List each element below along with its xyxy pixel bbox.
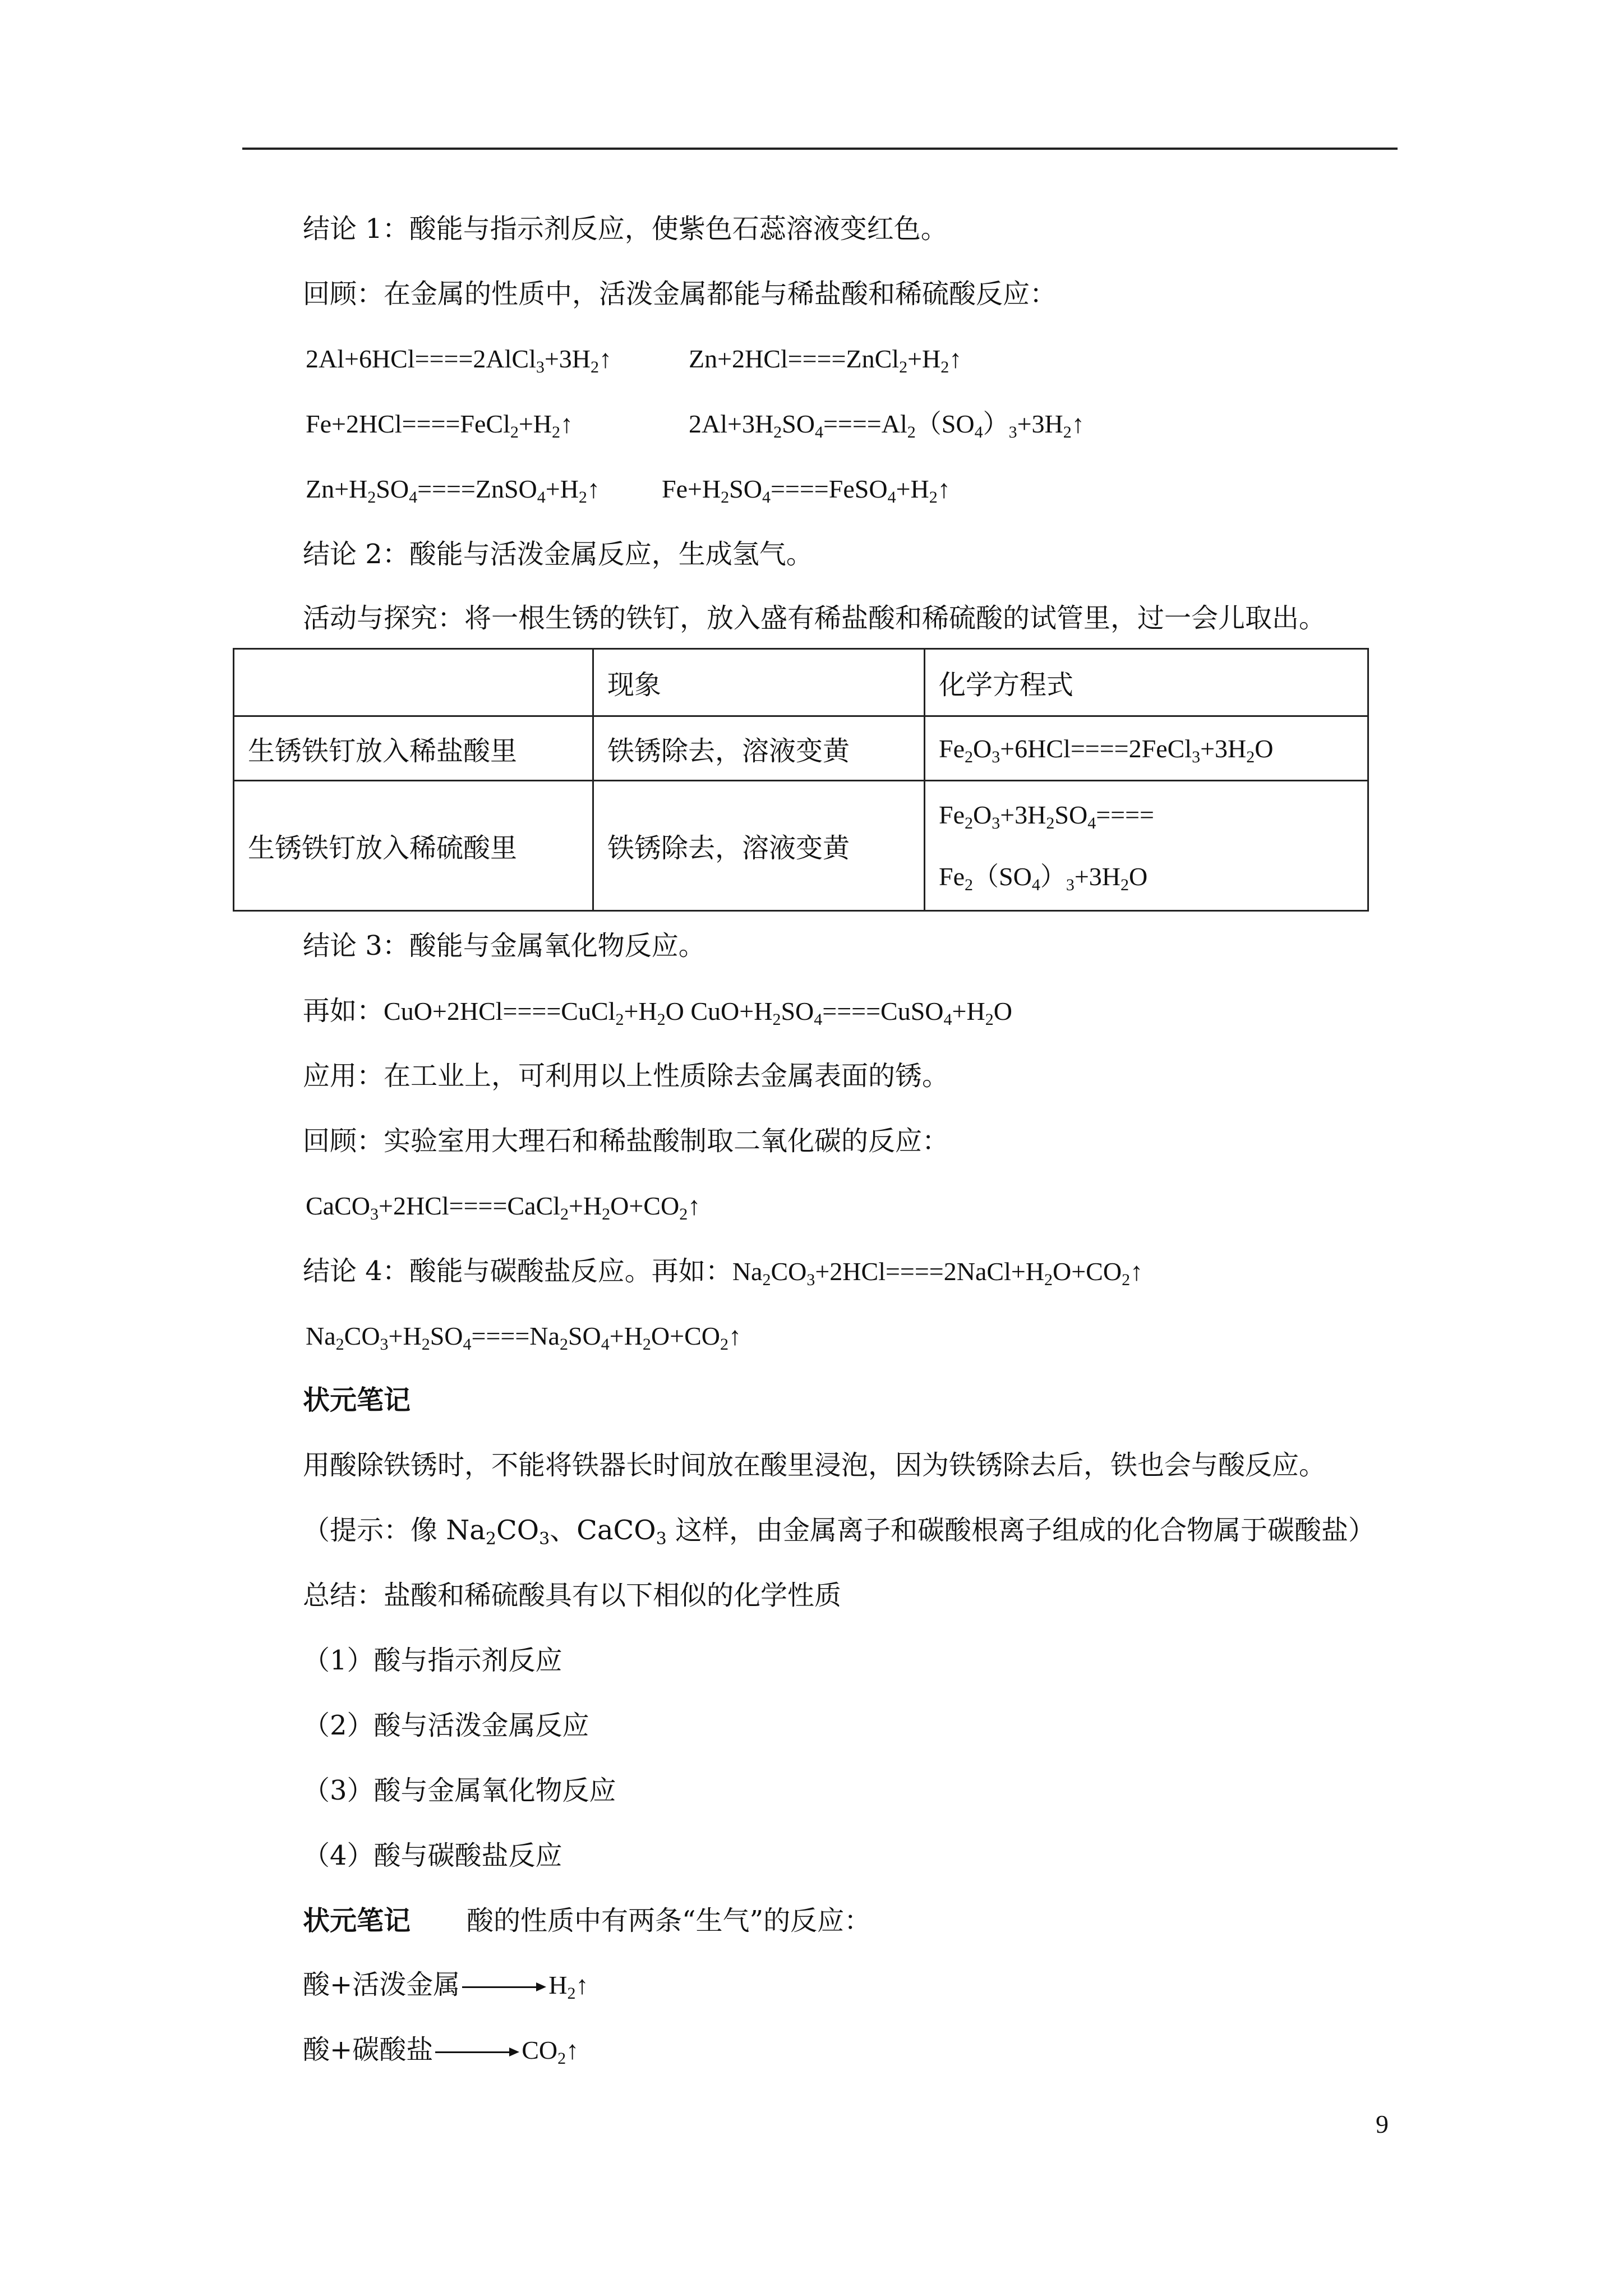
equation-zn-hcl: $Zn+2HCl====ZnCl_2+H_2↑$ xyxy=(689,344,962,376)
gas-reaction-metal: 酸+活泼金属 $H_2↑$ xyxy=(303,1969,589,2003)
equation-al-h2so4: $2Al+3H_2SO_4====Al_2(SO_4)_3+3H_2↑$ xyxy=(689,409,1085,441)
table-cell-condition: 生锈铁钉放入稀硫酸里 xyxy=(234,781,593,911)
arrow-icon xyxy=(435,2049,519,2055)
header-rule xyxy=(242,148,1398,150)
table-row xyxy=(234,781,1368,911)
review-metals: 回顾：在金属的性质中，活泼金属都能与稀盐酸和稀硫酸反应： xyxy=(303,278,1057,310)
table-row xyxy=(234,716,1368,781)
table-cell-phenomenon: 铁锈除去，溶液变黄 xyxy=(593,716,925,781)
list-item: （4）酸与碳酸盐反应 xyxy=(303,1840,562,1871)
equation-na2co3-h2so4: $Na_2CO_3+H_2SO_4====Na_2SO_4+H_2O+CO_2↑$ xyxy=(306,1322,741,1354)
arrow-icon xyxy=(462,1984,546,1990)
list-item: （3）酸与金属氧化物反应 xyxy=(303,1775,616,1806)
equation-zn-h2so4: $Zn+H_2SO_4====ZnSO_4+H_2↑$ xyxy=(306,475,600,507)
table-cell-phenomenon: 铁锈除去，溶液变黄 xyxy=(593,781,925,911)
table-header-empty xyxy=(234,649,593,716)
activity-text: 活动与探究：将一根生锈的铁钉，放入盛有稀盐酸和稀硫酸的试管里，过一会儿取出。 xyxy=(303,602,1326,634)
hint-text: （提示：像 $Na_2CO_3$、CaCO$_3$ 这样，由金属离子和碳酸根离子组成的化合物属于碳酸盐） xyxy=(303,1515,1375,1549)
equation-fe-h2so4: $Fe+H_2SO_4====FeSO_4+H_2↑$ xyxy=(662,475,951,507)
equation-part-1: $Fe_2O_3+3H_2SO_4====$ xyxy=(939,800,1154,832)
table-header-equation: 化学方程式 xyxy=(925,649,1368,716)
note-gas-text: 酸的性质中有两条“生气”的反应： xyxy=(467,1905,872,1936)
list-item: （2）酸与活泼金属反应 xyxy=(303,1710,589,1741)
note-title-2: 状元笔记 xyxy=(303,1905,411,1936)
application-text: 应用：在工业上，可利用以上性质除去金属表面的锈。 xyxy=(303,1060,949,1092)
table-header-phenomenon: 现象 xyxy=(593,649,925,716)
experiment-table xyxy=(233,648,1369,912)
equation-fe-hcl: $Fe+2HCl====FeCl_2+H_2↑$ xyxy=(306,409,574,441)
conclusion-4: 结论 4：酸能与碳酸盐反应。再如：$Na_2CO_3+2HCl====2NaCl+H_2O+CO_2↑$ xyxy=(303,1255,1144,1289)
example-oxide-equations: 再如：$CuO+2HCl====CuCl_2+H_2O$ $CuO+H_2SO_4====CuSO_4+H_2O$ xyxy=(303,995,1012,1029)
summary-text: 总结：盐酸和稀硫酸具有以下相似的化学性质 xyxy=(303,1580,842,1611)
conclusion-2: 结论 2：酸能与活泼金属反应，生成氢气。 xyxy=(303,539,813,570)
note-title: 状元笔记 xyxy=(303,1384,411,1416)
equation-line-1: $2Al+6HCl====2AlCl_3+3H_2↑$ xyxy=(306,344,612,376)
note-rust: 用酸除铁锈时，不能将铁器长时间放在酸里浸泡，因为铁锈除去后，铁也会与酸反应。 xyxy=(303,1450,1326,1481)
note-gas-line xyxy=(303,1904,871,1938)
review-co2: 回顾：实验室用大理石和稀盐酸制取二氧化碳的反应： xyxy=(303,1125,949,1157)
table-cell-equation: $Fe_2O_3+6HCl====2FeCl_3+3H_2O$ xyxy=(925,716,1368,781)
equation-part-2: $Fe_2(SO_4)_3+3H_2O$ xyxy=(939,862,1148,894)
table-header-row xyxy=(234,649,1368,716)
conclusion-3: 结论 3：酸能与金属氧化物反应。 xyxy=(303,930,706,961)
list-item: （1）酸与指示剂反应 xyxy=(303,1645,562,1676)
page-number: 9 xyxy=(1376,2110,1389,2138)
table-cell-condition: 生锈铁钉放入稀盐酸里 xyxy=(234,716,593,781)
conclusion-1: 结论 1：酸能与指示剂反应，使紫色石蕊溶液变红色。 xyxy=(303,213,948,245)
gas-reaction-carbonate: 酸+碳酸盐 $CO_2↑$ xyxy=(303,2034,579,2068)
table-cell-equation xyxy=(925,781,1368,911)
equation-caco3-hcl: $CaCO_3+2HCl====CaCl_2+H_2O+CO_2↑$ xyxy=(306,1191,701,1223)
